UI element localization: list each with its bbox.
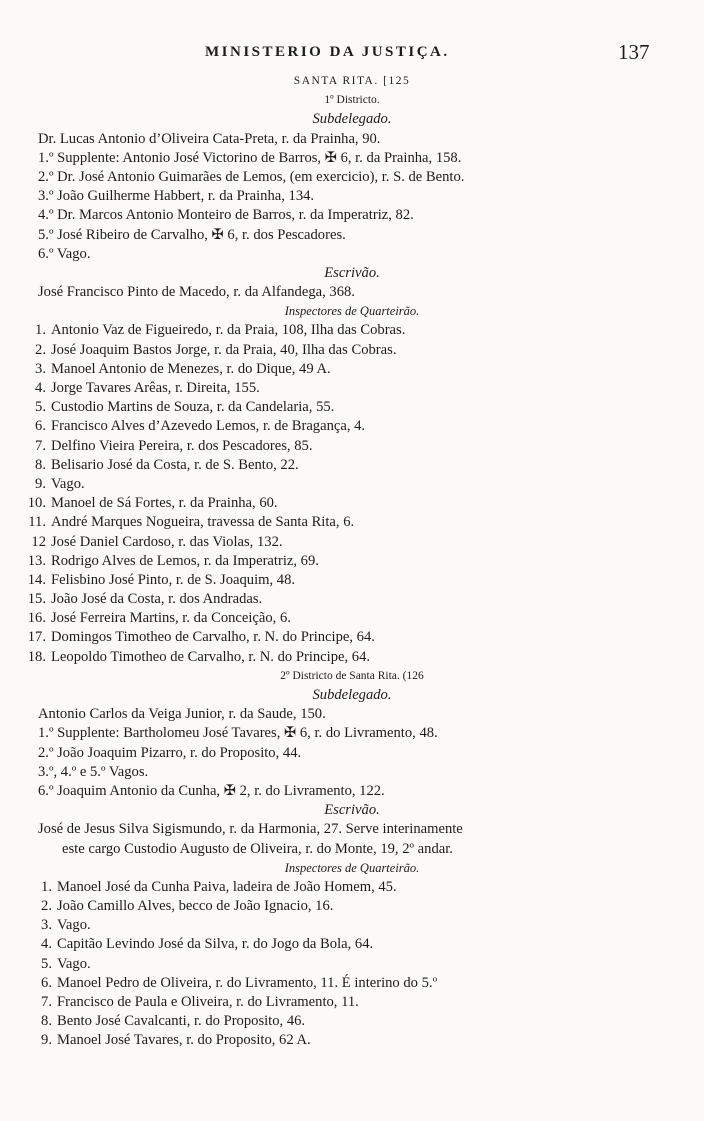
section-heading [0,91,704,110]
entry-line [0,206,704,225]
entry-line [0,187,704,206]
line-text: Manoel José da Cunha Paiva, ladeira de João Homem, 45. [57,878,397,895]
entry-line [0,149,704,168]
line-text: este cargo Custodio Augusto de Oliveira, r. do Monte, 19, 2º andar. [62,840,453,857]
line-text: Manoel de Sá Fortes, r. da Prainha, 60. [51,495,278,512]
entry-line [0,744,704,763]
list-item [0,494,704,513]
line-text: José Joaquim Bastos Jorge, r. da Praia, 40, Ilha das Cobras. [51,341,397,358]
section-heading [0,110,704,129]
line-text: 3.º João Guilherme Habbert, r. da Prainha, 134. [38,188,315,205]
line-text: Subdelegado. [312,111,392,128]
list-item-number: 17. [27,629,46,646]
list-item-number: 5. [41,955,52,972]
entry-line [0,130,704,149]
list-item [0,513,704,532]
line-text: Manoel Pedro de Oliveira, r. do Livramento, 11. É interino do 5.º [57,974,438,991]
line-text: Delfino Vieira Pereira, r. dos Pescadores, 85. [51,437,313,454]
list-item-number: 7. [35,437,46,454]
entry-line [0,763,704,782]
list-item [0,609,704,628]
list-item-number: 12 [31,533,46,550]
line-text: Inspectores de Quarteirão. [284,304,420,319]
line-text: 2º Districto de Santa Rita. (126 [280,669,424,682]
line-text: João José da Costa, r. dos Andradas. [51,591,263,608]
section-heading [0,801,704,820]
line-text: Vago. [57,917,91,934]
line-text: Escrivão. [324,264,380,281]
list-item [0,417,704,436]
line-text: 1º Districto. [324,94,380,107]
entry-line [0,226,704,245]
line-text: Custodio Martins de Souza, r. da Candelaria, 55. [51,399,335,416]
entry-line [0,245,704,264]
list-item-number: 9. [41,1032,52,1049]
list-item [0,1031,704,1050]
line-text: Vago. [57,955,91,972]
list-item-number: 10. [27,495,46,512]
list-item-number: 4. [41,936,52,953]
list-item [0,955,704,974]
line-text: SANTA RITA. [125 [293,75,411,87]
list-item-number: 7. [41,994,52,1010]
list-item-number: 2. [41,898,52,915]
section-heading [0,686,704,705]
list-item [0,379,704,398]
list-item-number: 9. [35,475,46,492]
line-text: 4.º Dr. Marcos Antonio Monteiro de Barros, r. da Imperatriz, 82. [38,207,414,224]
list-item [0,533,704,552]
entry-line [0,705,704,724]
line-text: Antonio Carlos da Veiga Junior, r. da Saude, 150. [38,706,326,723]
line-text: Escrivão. [324,802,380,819]
line-text: Francisco de Paula e Oliveira, r. do Livramento, 11. [57,994,359,1010]
line-text: José de Jesus Silva Sigismundo, r. da Harmonia, 27. Serve interinamente [38,821,463,838]
list-item [0,916,704,935]
list-item-number: 16. [27,610,46,627]
page-number: 137 [618,40,650,64]
line-text: Domingos Timotheo de Carvalho, r. N. do Principe, 64. [51,629,375,646]
section-heading [0,302,704,321]
line-text: André Marques Nogueira, travessa de Santa Rita, 6. [51,514,355,531]
section-heading [0,264,704,283]
list-item-number: 2. [35,341,46,358]
line-text: 1.º Supplente: Bartholomeu José Tavares, ✠ 6, r. do Livramento, 48. [38,725,438,742]
entry-line [0,820,704,839]
line-text: 2.º João Joaquim Pizarro, r. do Proposito, 44. [38,744,302,761]
line-text: 6.º Vago. [38,245,91,262]
list-item-number: 4. [35,380,46,396]
line-text: 3.º, 4.º e 5.º Vagos. [38,763,149,780]
list-item [0,974,704,993]
list-item [0,456,704,475]
line-text: Felisbino José Pinto, r. de S. Joaquim, 48. [51,571,296,588]
line-text: José Daniel Cardoso, r. das Violas, 132. [51,533,283,550]
line-text: Francisco Alves d’Azevedo Lemos, r. de Bragança, 4. [51,418,366,435]
line-text: Subdelegado. [312,687,392,703]
list-item [0,552,704,571]
line-text: Dr. Lucas Antonio d’Oliveira Cata-Preta, r. da Prainha, 90. [38,130,381,147]
list-item-number: 6. [41,974,52,991]
list-item [0,590,704,609]
line-text: José Ferreira Martins, r. da Conceição, 6. [51,610,291,627]
entry-line [0,283,704,302]
line-text: 5.º José Ribeiro de Carvalho, ✠ 6, r. dos Pescadores. [38,226,346,243]
list-item [0,360,704,379]
line-text: Manoel Antonio de Menezes, r. do Dique, 49 A. [51,360,331,377]
list-item [0,993,704,1012]
list-item-number: 8. [35,456,46,473]
list-item [0,475,704,494]
line-text: Belisario José da Costa, r. de S. Bento, 22. [51,456,299,473]
list-item [0,1012,704,1031]
list-item [0,628,704,647]
line-text: Manoel José Tavares, r. do Proposito, 62 A. [57,1032,311,1049]
list-item-number: 1. [35,322,46,339]
line-text: Vago. [51,475,85,492]
line-text: João Camillo Alves, becco de João Ignacio, 16. [57,898,334,915]
line-text: 1.º Supplente: Antonio José Victorino de Barros, ✠ 6, r. da Prainha, 158. [38,149,462,166]
line-text: 6.º Joaquim Antonio da Cunha, ✠ 2, r. do Livramento, 122. [38,782,385,799]
entry-line [0,168,704,187]
list-item [0,935,704,954]
page-header [0,38,704,68]
list-item [0,878,704,897]
entry-line [0,724,704,743]
section-heading [0,667,704,686]
list-item-number: 15. [27,591,46,608]
list-item-number: 14. [27,571,46,588]
line-text: José Francisco Pinto de Macedo, r. da Alfandega, 368. [38,284,355,301]
line-text: 2.º Dr. José Antonio Guimarães de Lemos, (em exercicio), r. S. de Bento. [38,168,465,185]
list-item [0,897,704,916]
entry-line [0,840,704,859]
line-text: Leopoldo Timotheo de Carvalho, r. N. do Principe, 64. [51,648,371,665]
line-text: Capitão Levindo José da Silva, r. do Jogo da Bola, 64. [57,936,374,953]
list-item [0,341,704,360]
section-heading [0,72,704,91]
list-item-number: 18. [27,648,46,665]
list-item [0,398,704,417]
list-item-number: 13. [27,552,46,569]
section-heading [0,859,704,878]
list-item [0,437,704,456]
running-title: MINISTERIO DA JUSTIÇA. [205,44,450,60]
list-item-number: 1. [41,878,52,895]
list-item-number: 5. [35,399,46,416]
page-body [0,72,704,1051]
line-text: Antonio Vaz de Figueiredo, r. da Praia, 108, Ilha das Cobras. [51,322,406,339]
line-text: Jorge Tavares Arêas, r. Direita, 155. [51,380,260,396]
entry-line [0,782,704,801]
list-item [0,321,704,340]
line-text: Bento José Cavalcanti, r. do Proposito, 46. [57,1013,306,1030]
list-item-number: 8. [41,1013,52,1030]
list-item [0,648,704,667]
line-text: Inspectores de Quarteirão. [284,860,420,875]
line-text: Rodrigo Alves de Lemos, r. da Imperatriz, 69. [51,552,319,569]
list-item-number: 3. [41,917,52,934]
list-item-number: 3. [35,360,46,377]
list-item-number: 6. [35,418,46,435]
list-item-number: 11. [28,514,46,531]
list-item [0,571,704,590]
